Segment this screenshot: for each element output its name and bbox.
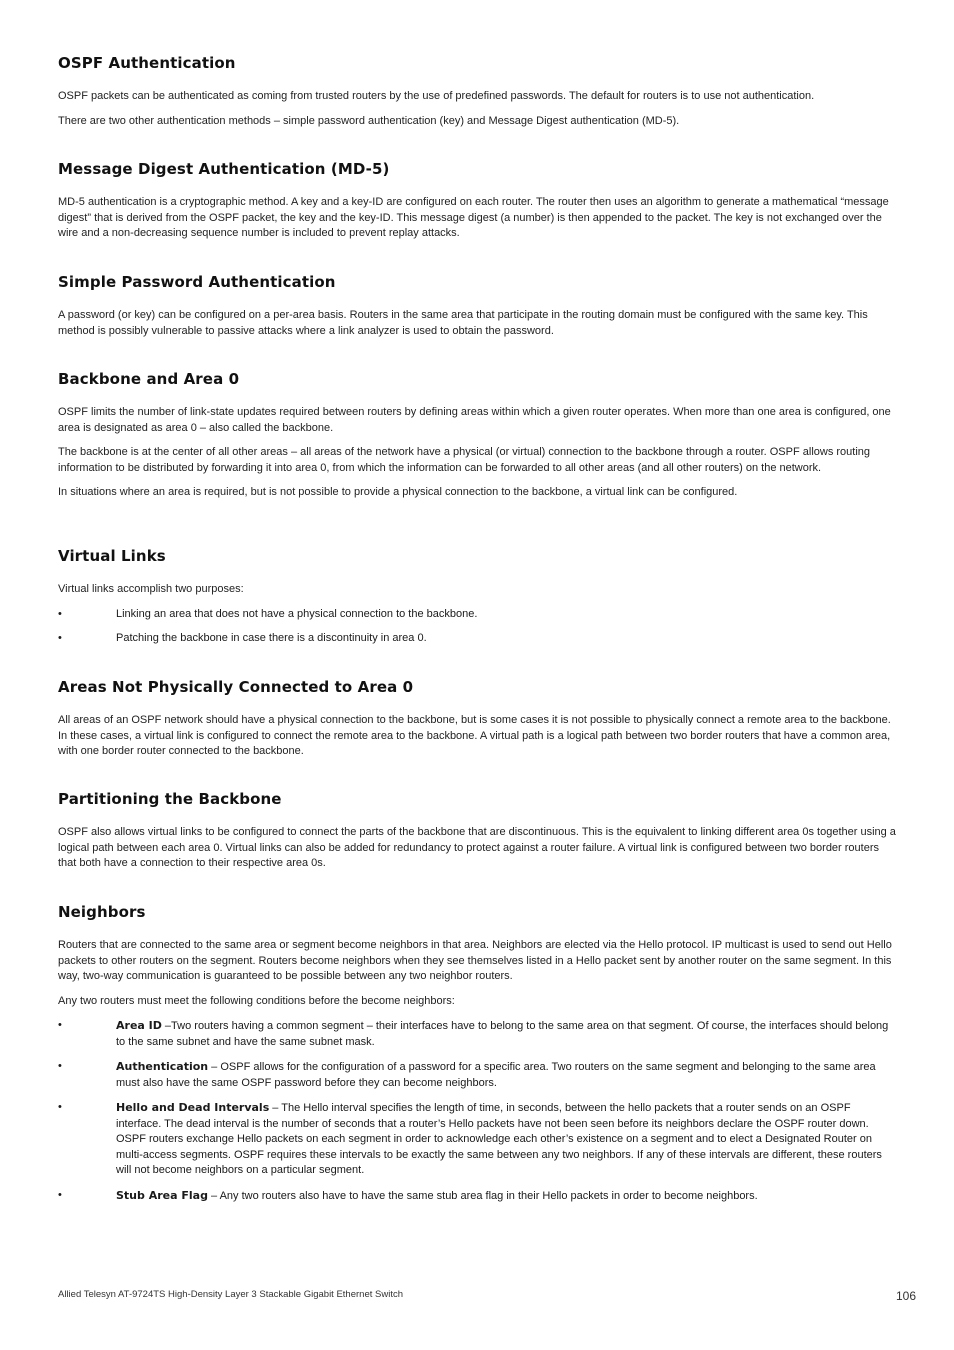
page-footer — [58, 1289, 916, 1303]
section-ospf-authentication — [58, 54, 898, 129]
section-areas-not-connected — [58, 678, 898, 760]
section-simple-password-authentication — [58, 273, 898, 339]
paragraph: The backbone is at the center of all other areas – all areas of the network have a physical (or virtual) connection to the backbone through a router. OSPF allows routing information to be distributed by forwarding it into area 0, from which the information can be forwarded to all other areas (and all other routers) on the network. — [58, 446, 871, 474]
list-item-description: –Two routers having a common segment – their interfaces have to belong to the same area on that segment. Of course, the interfaces should belong to the same subnet and have the same subnet mask. — [116, 1020, 889, 1048]
bullet-mark: • — [58, 632, 62, 644]
list-item-description: – The Hello interval specifies the length of time, in seconds, between the hello packets that a router sends on an OSPF interface. The dead interval is the number of seconds that a router’s Hello packets have not been seen before its neighbors declare the OSPF router down. OSPF routers exchange Hello packets on each segment in order to acknowledge each other’s existence on a segment and to elect a Designated Router on multi-access segments. OSPF requires these intervals to be exactly the same between any two neighbors. If any of these intervals are different, these routers will not become neighbors on a particular segment. — [116, 1102, 882, 1176]
paragraph: OSPF limits the number of link-state updates required between routers by defining areas within which a given router operates. When more than one area is configured, one area is designated as area 0 – also called the backbone. — [58, 406, 891, 434]
bullet-mark: • — [58, 1188, 62, 1201]
paragraph: A password (or key) can be configured on a per-area basis. Routers in the same area that participate in the routing domain must be configured with the same key. This method is possibly vulnerable to passive attacks where a link analyzer is used to obtain the password. — [58, 309, 868, 337]
bullet-mark: • — [58, 1060, 62, 1072]
section-heading: OSPF Authentication — [58, 54, 236, 72]
list-item-term: Authentication — [116, 1060, 209, 1073]
list-item-description: – Any two routers also have to have the same stub area flag in their Hello packets in order to become neighbors. — [207, 1189, 758, 1202]
list-item-text — [116, 1100, 898, 1179]
paragraph: Virtual links accomplish two purposes: — [58, 583, 244, 595]
section-heading: Neighbors — [58, 903, 146, 921]
list-item-text — [116, 1018, 898, 1050]
section-partitioning-backbone — [58, 790, 898, 872]
list-item-term: Hello and Dead Intervals — [116, 1101, 270, 1114]
list-item-description: – OSPF allows for the configuration of a password for a specific area. Two routers on the same segment and belonging to the same area must also have the same OSPF password before they can become neighbors. — [116, 1061, 876, 1089]
paragraph: OSPF packets can be authenticated as coming from trusted routers by the use of predefined passwords. The default for routers is to use not authentication. — [58, 90, 815, 102]
footer-product-title: Allied Telesyn AT-9724TS High-Density Layer 3 Stackable Gigabit Ethernet Switch — [58, 1289, 403, 1300]
bullet-mark: • — [58, 1101, 62, 1113]
page-number: 106 — [895, 1289, 916, 1303]
list-item-term: Area ID — [116, 1019, 162, 1032]
section-heading: Message Digest Authentication (MD-5) — [58, 160, 390, 178]
section-neighbors — [58, 903, 898, 1204]
list-item-text: Linking an area that does not have a physical connection to the backbone. — [116, 607, 478, 620]
paragraph: MD-5 authentication is a cryptographic method. A key and a key-ID are configured on each router. The router then uses an algorithm to generate a mathematical “message digest” that is derived from the OSPF packet, the key and the key-ID. This message digest (a number) is then appended to the packet. The key is not exchanged over the wire and a non-decreasing sequence number is included to prevent replay attacks. — [58, 196, 889, 239]
list-item — [58, 1100, 898, 1179]
paragraph: Routers that are connected to the same area or segment become neighbors in that area. Neighbors are elected via the Hello protocol. IP multicast is used to send out Hello packets to other routers on the segment. Routers become neighbors when they see themselves listed in a Hello packet sent by another router on the same segment. In this way, two-way communication is guaranteed to be possible between any two neighbor routers. — [58, 939, 892, 982]
section-heading: Simple Password Authentication — [58, 273, 336, 291]
list-item-term: Stub Area Flag — [116, 1188, 208, 1202]
list-item-text — [116, 1188, 898, 1205]
section-virtual-links — [58, 547, 898, 647]
bullet-mark: • — [58, 607, 62, 620]
list-item — [58, 631, 898, 647]
section-heading: Virtual Links — [58, 547, 166, 565]
section-heading: Areas Not Physically Connected to Area 0 — [58, 678, 414, 696]
paragraph: There are two other authentication methods – simple password authentication (key) and Message Digest authentication (MD-5). — [58, 114, 680, 127]
paragraph: Any two routers must meet the following conditions before the become neighbors: — [58, 994, 455, 1007]
section-backbone-and-area-0 — [58, 370, 898, 501]
paragraph: OSPF also allows virtual links to be configured to connect the parts of the backbone that are discontinuous. This is the equivalent to linking different area 0s together using a logical path between each area 0. Virtual links can also be added for redundancy to protect against a router failure. A virtual link is configured between two border routers that both have a connection to their respective area 0s. — [58, 826, 896, 869]
list-item — [58, 1188, 898, 1205]
paragraph: All areas of an OSPF network should have a physical connection to the backbone, but is some cases it is not possible to physically connect a remote area to the backbone. In these cases, a virtual link is configured to connect the remote area to the backbone. A virtual path is a logical path between two border routers that have a common area, with one border router connected to the backbone. — [58, 714, 891, 757]
section-heading: Backbone and Area 0 — [58, 370, 240, 388]
section-heading: Partitioning the Backbone — [58, 790, 282, 808]
paragraph: In situations where an area is required, but is not possible to provide a physical connection to the backbone, a virtual link can be configured. — [58, 486, 738, 498]
list-item-text — [116, 1059, 898, 1091]
section-md5-authentication — [58, 160, 898, 242]
list-item — [58, 1018, 898, 1050]
bullet-mark: • — [58, 1019, 62, 1031]
list-item-text: Patching the backbone in case there is a discontinuity in area 0. — [116, 632, 427, 644]
list-item — [58, 607, 898, 623]
list-item — [58, 1059, 898, 1091]
